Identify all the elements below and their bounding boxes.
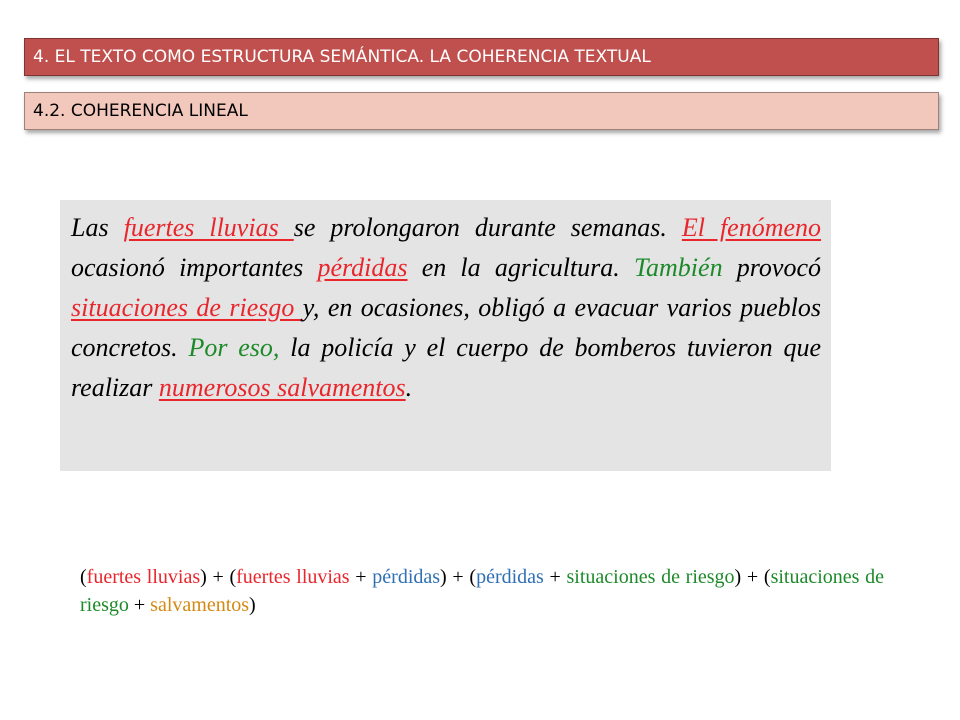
text-segment: Por eso, <box>188 333 280 362</box>
formula-segment: pérdidas <box>372 566 441 588</box>
formula-segment: fuertes lluvias <box>86 566 201 588</box>
example-paragraph <box>71 208 821 408</box>
text-segment: Las <box>71 213 124 242</box>
text-segment: El fenómeno <box>681 213 822 242</box>
formula-segment: salvamentos <box>150 594 250 616</box>
text-segment: ocasionó importantes <box>71 253 318 282</box>
formula-segment: situaciones de riesgo <box>566 566 735 588</box>
text-segment: provocó <box>722 253 821 282</box>
text-segment: en la agricultura. <box>407 253 634 282</box>
formula-segment: fuertes lluvias <box>236 566 350 588</box>
section-title: 4. EL TEXTO COMO ESTRUCTURA SEMÁNTICA. LA COHERENCIA TEXTUAL <box>33 47 651 67</box>
text-segment: situaciones de riesgo <box>71 293 303 322</box>
formula-segment: situaciones de riesgo <box>80 566 885 616</box>
formula-segment: ) + ( <box>200 566 237 588</box>
example-text-box <box>60 200 831 471</box>
text-segment: numerosos salvamentos <box>158 373 406 402</box>
formula-segment: ( <box>80 566 87 588</box>
text-segment: la policía y el cuerpo de bomberos tuvieron que realizar <box>71 333 821 402</box>
subsection-title-bar <box>24 92 939 130</box>
formula-segment: pérdidas <box>476 566 544 588</box>
formula-segment: ) + ( <box>440 566 477 588</box>
text-segment: se prolongaron durante semanas. <box>293 213 682 242</box>
text-segment: y, en ocasiones, obligó a evacuar varios pueblos concretos. <box>71 293 821 362</box>
formula-segment: + <box>543 566 567 588</box>
coherence-formula <box>80 563 884 619</box>
subsection-title: 4.2. COHERENCIA LINEAL <box>33 101 248 121</box>
formula-segment: ) <box>249 594 256 616</box>
text-segment: pérdidas <box>317 253 408 282</box>
text-segment: También <box>633 253 723 282</box>
formula-segment: + <box>128 594 151 616</box>
section-title-bar <box>24 38 939 76</box>
text-segment: . <box>405 373 413 402</box>
text-segment: fuertes lluvias <box>123 213 294 242</box>
formula-segment: ) + ( <box>734 566 771 588</box>
formula-segment: + <box>349 566 373 588</box>
